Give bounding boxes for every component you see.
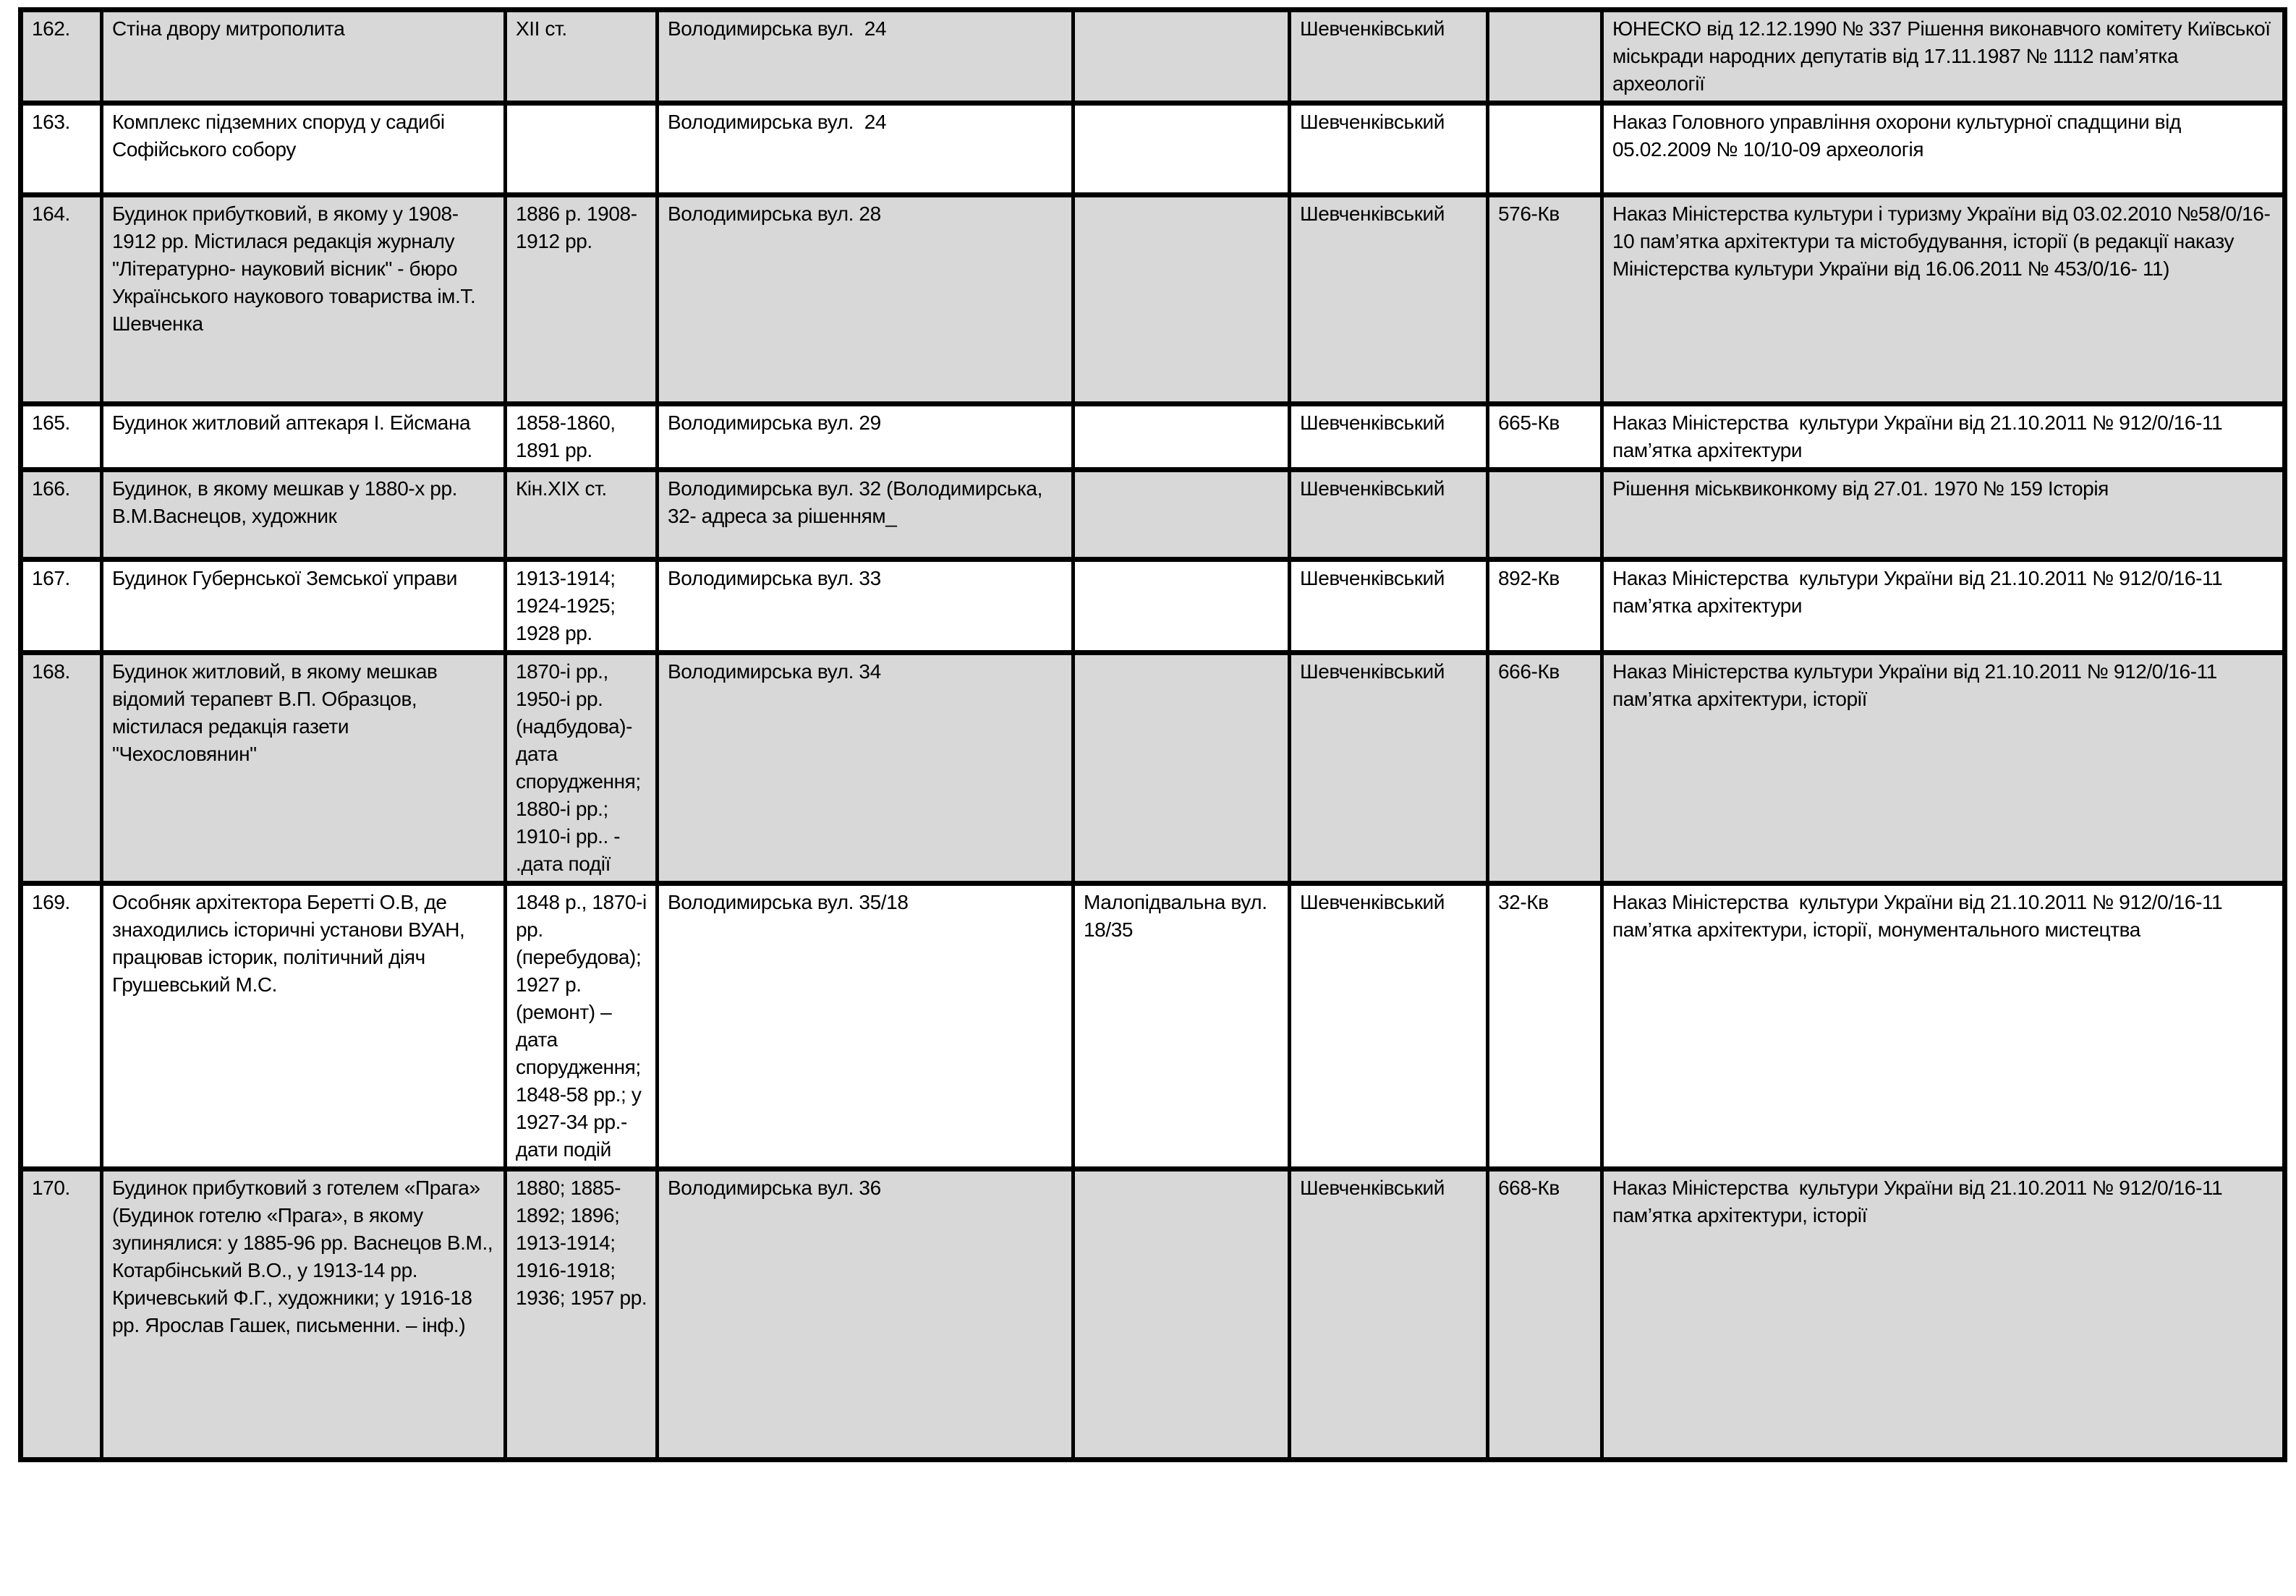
cell-address-alt [1073, 1169, 1290, 1460]
cell-code: 668-Кв [1488, 1169, 1602, 1460]
table-row [21, 195, 2285, 404]
cell-district: Шевченківський [1290, 103, 1488, 195]
table-row [21, 1169, 2285, 1460]
cell-address-alt [1073, 404, 1290, 470]
cell-code [1488, 103, 1602, 195]
cell-legal-basis: ЮНЕСКО від 12.12.1990 № 337 Рішення виконавчого комітету Київської міськради народних депутатів від 17.11.1987 № 1112 пам’ятка археології [1602, 10, 2285, 103]
cell-dating: Кін.XIX ст. [506, 470, 658, 560]
cell-district: Шевченківський [1290, 195, 1488, 404]
cell-address: Володимирська вул. 29 [658, 404, 1073, 470]
cell-name: Будинок житловий, в якому мешкав відомий терапевт В.П. Образцов, містилася редакція газети "Чехословянин" [102, 653, 506, 884]
cell-address-alt [1073, 10, 1290, 103]
cell-address: Володимирська вул. 34 [658, 653, 1073, 884]
cell-number: 167. [21, 560, 102, 653]
cell-address-alt [1073, 470, 1290, 560]
cell-district: Шевченківський [1290, 560, 1488, 653]
table-row [21, 470, 2285, 560]
table-row [21, 404, 2285, 470]
cell-name: Будинок прибутковий з готелем «Прага» (Будинок готелю «Прага», в якому зупинялися: у 1885-96 рр. Васнецов В.М., Котарбінський В.О., у 1913-14 рр. Кричевський Ф.Г., художники; у 1916-18 рр. Ярослав Гашек, письменни. – інф.) [102, 1169, 506, 1460]
cell-dating [506, 103, 658, 195]
cell-address: Володимирська вул. 32 (Володимирська, 32- адреса за рішенням_ [658, 470, 1073, 560]
cell-name: Стіна двору митрополита [102, 10, 506, 103]
cell-number: 166. [21, 470, 102, 560]
cell-code [1488, 10, 1602, 103]
cell-legal-basis: Наказ Міністерства культури України від 21.10.2011 № 912/0/16-11 пам’ятка архітектури, історії [1602, 1169, 2285, 1460]
cell-name: Будинок прибутковий, в якому у 1908-1912 рр. Містилася редакція журналу "Літературно- науковий вісник" - бюро Українського наукового товариства ім.Т. Шевченка [102, 195, 506, 404]
cell-number: 165. [21, 404, 102, 470]
cell-address: Володимирська вул. 24 [658, 10, 1073, 103]
cell-address: Володимирська вул. 24 [658, 103, 1073, 195]
cell-name: Будинок Губернської Земської управи [102, 560, 506, 653]
cell-number: 168. [21, 653, 102, 884]
cell-district: Шевченківський [1290, 653, 1488, 884]
cell-code [1488, 470, 1602, 560]
table-row [21, 560, 2285, 653]
cell-legal-basis: Наказ Міністерства культури і туризму України від 03.02.2010 №58/0/16-10 пам’ятка архітектури та містобудування, історії (в редакції наказу Міністерства культури України від 16.06.2011 № 453/0/16- 11) [1602, 195, 2285, 404]
cell-code: 665-Кв [1488, 404, 1602, 470]
cell-legal-basis: Наказ Міністерства культури України від 21.10.2011 № 912/0/16-11 пам’ятка архітектури [1602, 560, 2285, 653]
cell-name: Будинок, в якому мешкав у 1880-х рр. В.М.Васнецов, художник [102, 470, 506, 560]
cell-dating: 1870-і рр., 1950-і рр. (надбудова)- дата спорудження; 1880-і рр.; 1910-і рр.. - .дата події [506, 653, 658, 884]
cell-district: Шевченківський [1290, 884, 1488, 1169]
cell-address-alt [1073, 195, 1290, 404]
cell-address-alt [1073, 653, 1290, 884]
cell-legal-basis: Наказ Міністерства культури України від 21.10.2011 № 912/0/16-11 пам’ятка архітектури, історії, монументального мистецтва [1602, 884, 2285, 1169]
cell-address-alt: Малопідвальна вул. 18/35 [1073, 884, 1290, 1169]
cell-address: Володимирська вул. 28 [658, 195, 1073, 404]
cell-dating: 1913-1914; 1924-1925; 1928 рр. [506, 560, 658, 653]
cell-name: Будинок житловий аптекаря І. Ейсмана [102, 404, 506, 470]
cell-number: 163. [21, 103, 102, 195]
cell-number: 162. [21, 10, 102, 103]
cell-code: 666-Кв [1488, 653, 1602, 884]
table-row [21, 653, 2285, 884]
cell-dating: 1858-1860, 1891 рр. [506, 404, 658, 470]
cell-district: Шевченківський [1290, 1169, 1488, 1460]
cell-dating: 1848 р., 1870-і рр. (перебудова); 1927 р. (ремонт) – дата спорудження; 1848-58 рр.; у 1927-34 рр.- дати подій [506, 884, 658, 1169]
cell-code: 892-Кв [1488, 560, 1602, 653]
cell-address-alt [1073, 103, 1290, 195]
cell-legal-basis: Наказ Головного управління охорони культурної спадщини від 05.02.2009 № 10/10-09 археологія [1602, 103, 2285, 195]
cell-number: 164. [21, 195, 102, 404]
table-row [21, 10, 2285, 103]
monuments-registry-table [18, 7, 2287, 1462]
cell-address: Володимирська вул. 35/18 [658, 884, 1073, 1169]
cell-name: Особняк архітектора Беретті О.В, де знаходились історичні установи ВУАН, працював історик, політичний діяч Грушевський М.С. [102, 884, 506, 1169]
cell-legal-basis: Наказ Міністерства культури України від 21.10.2011 № 912/0/16-11 пам’ятка архітектури, історії [1602, 653, 2285, 884]
cell-district: Шевченківський [1290, 470, 1488, 560]
document-page [0, 7, 2296, 1596]
cell-dating: 1886 р. 1908-1912 рр. [506, 195, 658, 404]
cell-legal-basis: Рішення міськвиконкому від 27.01. 1970 № 159 Історія [1602, 470, 2285, 560]
cell-dating: XII ст. [506, 10, 658, 103]
table-row [21, 103, 2285, 195]
cell-address: Володимирська вул. 33 [658, 560, 1073, 653]
cell-legal-basis: Наказ Міністерства культури України від 21.10.2011 № 912/0/16-11 пам’ятка архітектури [1602, 404, 2285, 470]
cell-code: 576-Кв [1488, 195, 1602, 404]
cell-district: Шевченківський [1290, 404, 1488, 470]
cell-district: Шевченківський [1290, 10, 1488, 103]
table-row [21, 884, 2285, 1169]
cell-code: 32-Кв [1488, 884, 1602, 1169]
cell-dating: 1880; 1885-1892; 1896; 1913-1914; 1916-1918; 1936; 1957 рр. [506, 1169, 658, 1460]
cell-address-alt [1073, 560, 1290, 653]
cell-name: Комплекс підземних споруд у садибі Софійського собору [102, 103, 506, 195]
cell-number: 170. [21, 1169, 102, 1460]
cell-address: Володимирська вул. 36 [658, 1169, 1073, 1460]
cell-number: 169. [21, 884, 102, 1169]
